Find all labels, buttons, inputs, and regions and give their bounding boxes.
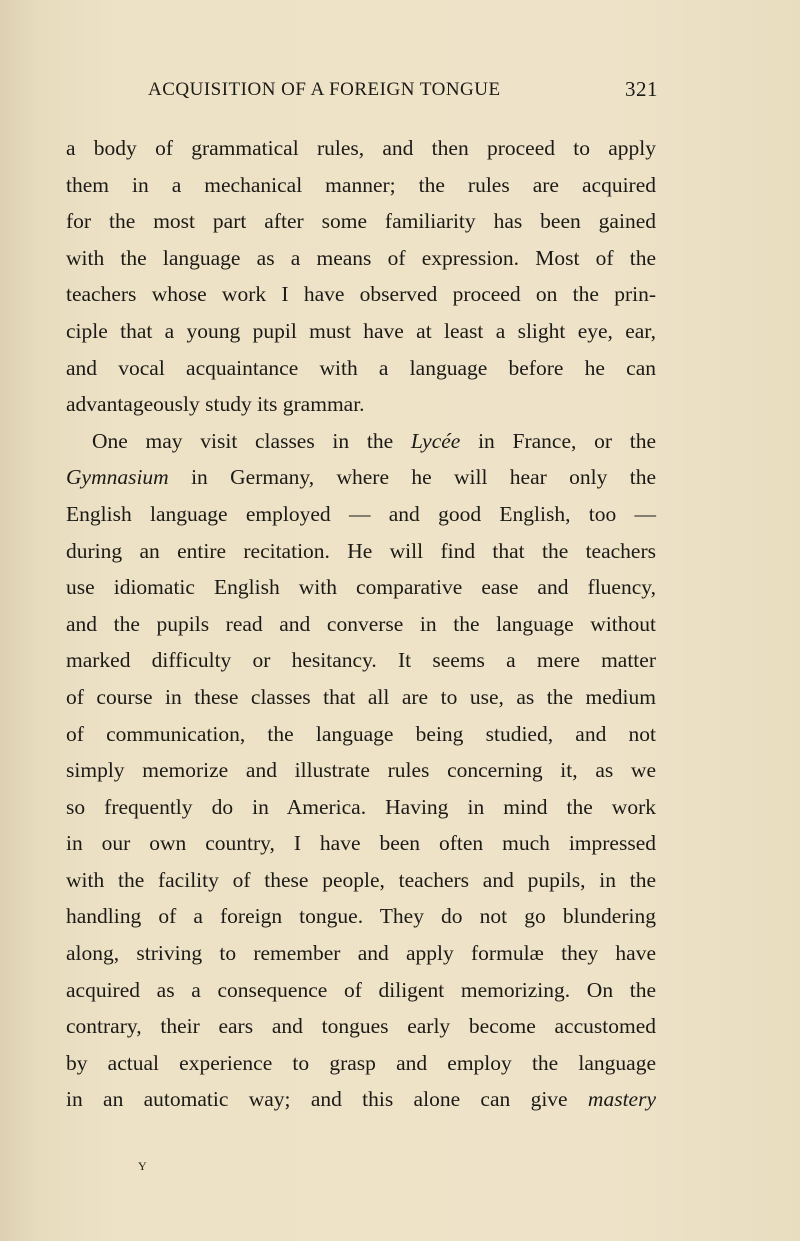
- text-line-paragraph-start: One may visit classes in the Lycée in France, or the: [92, 428, 656, 453]
- text-line: with the facility of these people, teachers and pupils, in the: [66, 867, 656, 892]
- text-line: a body of grammatical rules, and then proceed to apply: [66, 136, 656, 160]
- text-line: English language employed — and good English, too —: [66, 501, 656, 526]
- text-line: so frequently do in America. Having in mind the work: [66, 794, 656, 819]
- text-line: during an entire recitation. He will find that the teachers: [66, 538, 656, 563]
- text-line: marked difficulty or hesitancy. It seems a mere matter: [66, 648, 656, 673]
- text-line: by actual experience to grasp and employ the language: [66, 1050, 656, 1075]
- text-line: use idiomatic English with comparative ease and fluency,: [66, 575, 656, 600]
- text-line: handling of a foreign tongue. They do not go blundering: [66, 904, 656, 929]
- text-line: contrary, their ears and tongues early become accustomed: [66, 1014, 656, 1039]
- text-line: teachers whose work I have observed proceed on the prin-: [66, 282, 656, 307]
- text-line: simply memorize and illustrate rules concerning it, as we: [66, 758, 656, 783]
- signature-mark: Y: [138, 1159, 147, 1173]
- text-line: acquired as a consequence of diligent memorizing. On the: [66, 977, 656, 1002]
- running-head: [148, 79, 658, 109]
- body-text: [66, 130, 656, 1118]
- italic-term-mastery: mastery: [587, 1087, 656, 1112]
- text-line: and vocal acquaintance with a language before he can: [66, 355, 656, 380]
- text-line: and the pupils read and converse in the language without: [66, 611, 656, 636]
- text-line: in an automatic way; and this alone can give mastery: [66, 1087, 656, 1112]
- text-line: of communication, the language being studied, and not: [66, 721, 656, 746]
- running-head-title: ACQUISITION OF A FOREIGN TONGUE: [148, 79, 501, 100]
- text-line: with the language as a means of expression. Most of the: [66, 245, 656, 270]
- text-line: along, striving to remember and apply formulæ they have: [66, 941, 656, 966]
- text-line-paragraph-end: advantageously study its grammar.: [66, 392, 365, 417]
- italic-term-gymnasium: Gymnasium: [66, 465, 169, 490]
- text-line: for the most part after some familiarity has been gained: [66, 209, 656, 234]
- text-line: them in a mechanical manner; the rules are acquired: [66, 172, 656, 197]
- italic-term-lycee: Lycée: [410, 428, 461, 453]
- text-line: of course in these classes that all are to use, as the medium: [66, 684, 656, 709]
- text-line: in our own country, I have been often much impressed: [66, 831, 656, 856]
- page-number: 321: [625, 77, 658, 101]
- text-line: ciple that a young pupil must have at least a slight eye, ear,: [66, 318, 656, 343]
- text-line: Gymnasium in Germany, where he will hear only the: [66, 465, 656, 490]
